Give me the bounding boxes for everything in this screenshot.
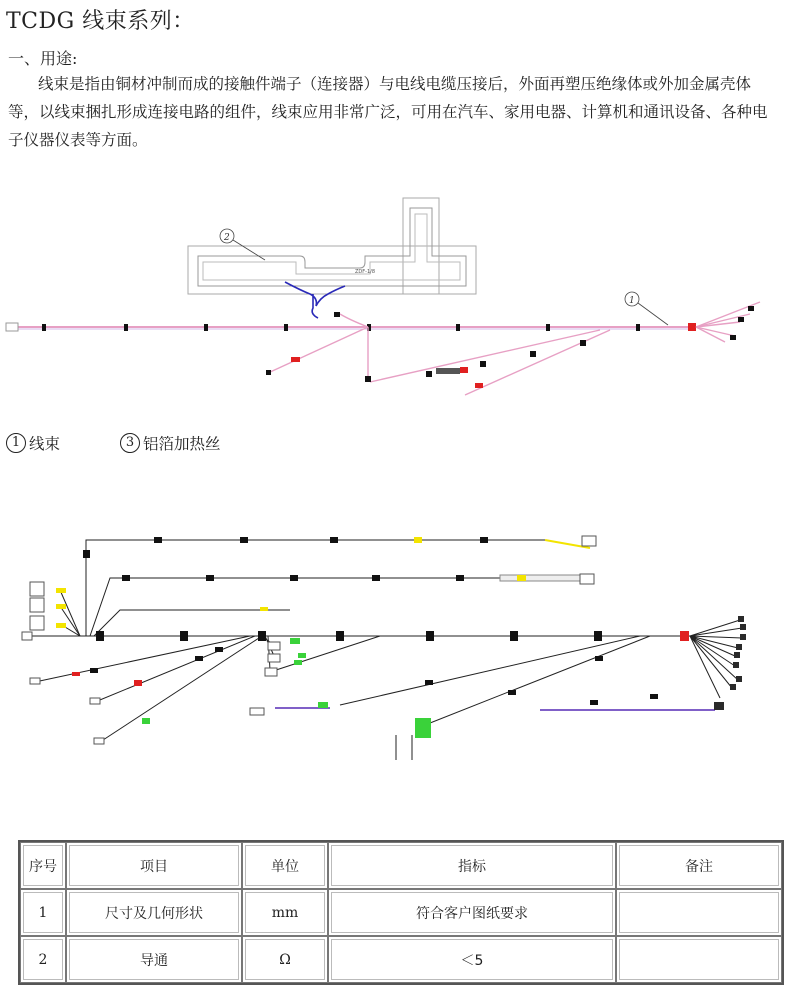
- legend-label: 线束: [29, 435, 61, 453]
- table-header: 项目: [66, 842, 242, 889]
- spec-table: [18, 840, 784, 985]
- page-title: TCDG 线束系列：: [6, 9, 195, 34]
- legend-number: 3: [120, 433, 140, 453]
- table-cell: 尺寸及几何形状: [66, 889, 242, 936]
- table-cell: [616, 936, 782, 983]
- table-cell: [616, 889, 782, 936]
- table-cell: 1: [20, 889, 66, 936]
- svg-text:2: 2: [224, 233, 230, 243]
- branch-tapes: [266, 306, 754, 388]
- table-header: 单位: [242, 842, 328, 889]
- connectors: [22, 536, 596, 760]
- legend-item-3: [120, 432, 221, 454]
- table-cell: 导通: [66, 936, 242, 983]
- table-header-row: [20, 842, 782, 889]
- harness-wires: [28, 540, 742, 742]
- harness-diagram-2: [0, 520, 790, 760]
- table-cell: 2: [20, 936, 66, 983]
- section-heading: 一、用途:: [8, 49, 78, 68]
- heater-label: ZDF-1/8: [355, 269, 376, 275]
- table-cell: ＜5: [328, 936, 616, 983]
- svg-text:1: 1: [629, 296, 635, 306]
- table-cell: Ω: [242, 936, 328, 983]
- table-header: 指标: [328, 842, 616, 889]
- harness-diagram-1: [0, 190, 790, 410]
- table-cell: mm: [242, 889, 328, 936]
- left-connector: [6, 323, 18, 331]
- branch-wires: [268, 302, 760, 395]
- sensor-probe: [500, 575, 580, 581]
- table-header: 备注: [616, 842, 782, 889]
- table-row: [20, 936, 782, 983]
- foil-heater-outline: [188, 198, 476, 294]
- legend-item-1: [6, 432, 60, 454]
- table-cell: 符合客户图纸要求: [328, 889, 616, 936]
- table-row: [20, 889, 782, 936]
- black-tapes: [83, 537, 658, 705]
- red-breakout-tape: [688, 323, 696, 331]
- legend-label: 铝箔加热丝: [143, 435, 221, 453]
- legend-number: 1: [6, 433, 26, 453]
- description-paragraph: 线束是指由铜材冲制而成的接触件端子（连接器）与电线电缆压接后，外面再塑压绝缘体或外加金属壳体等，以线束捆扎形成连接电路的组件，线束应用非常广泛，可用在汽车、家用电器、计算机和通讯设备、各种电子仪器仪表等方面。: [8, 75, 768, 149]
- table-header: 序号: [20, 842, 66, 889]
